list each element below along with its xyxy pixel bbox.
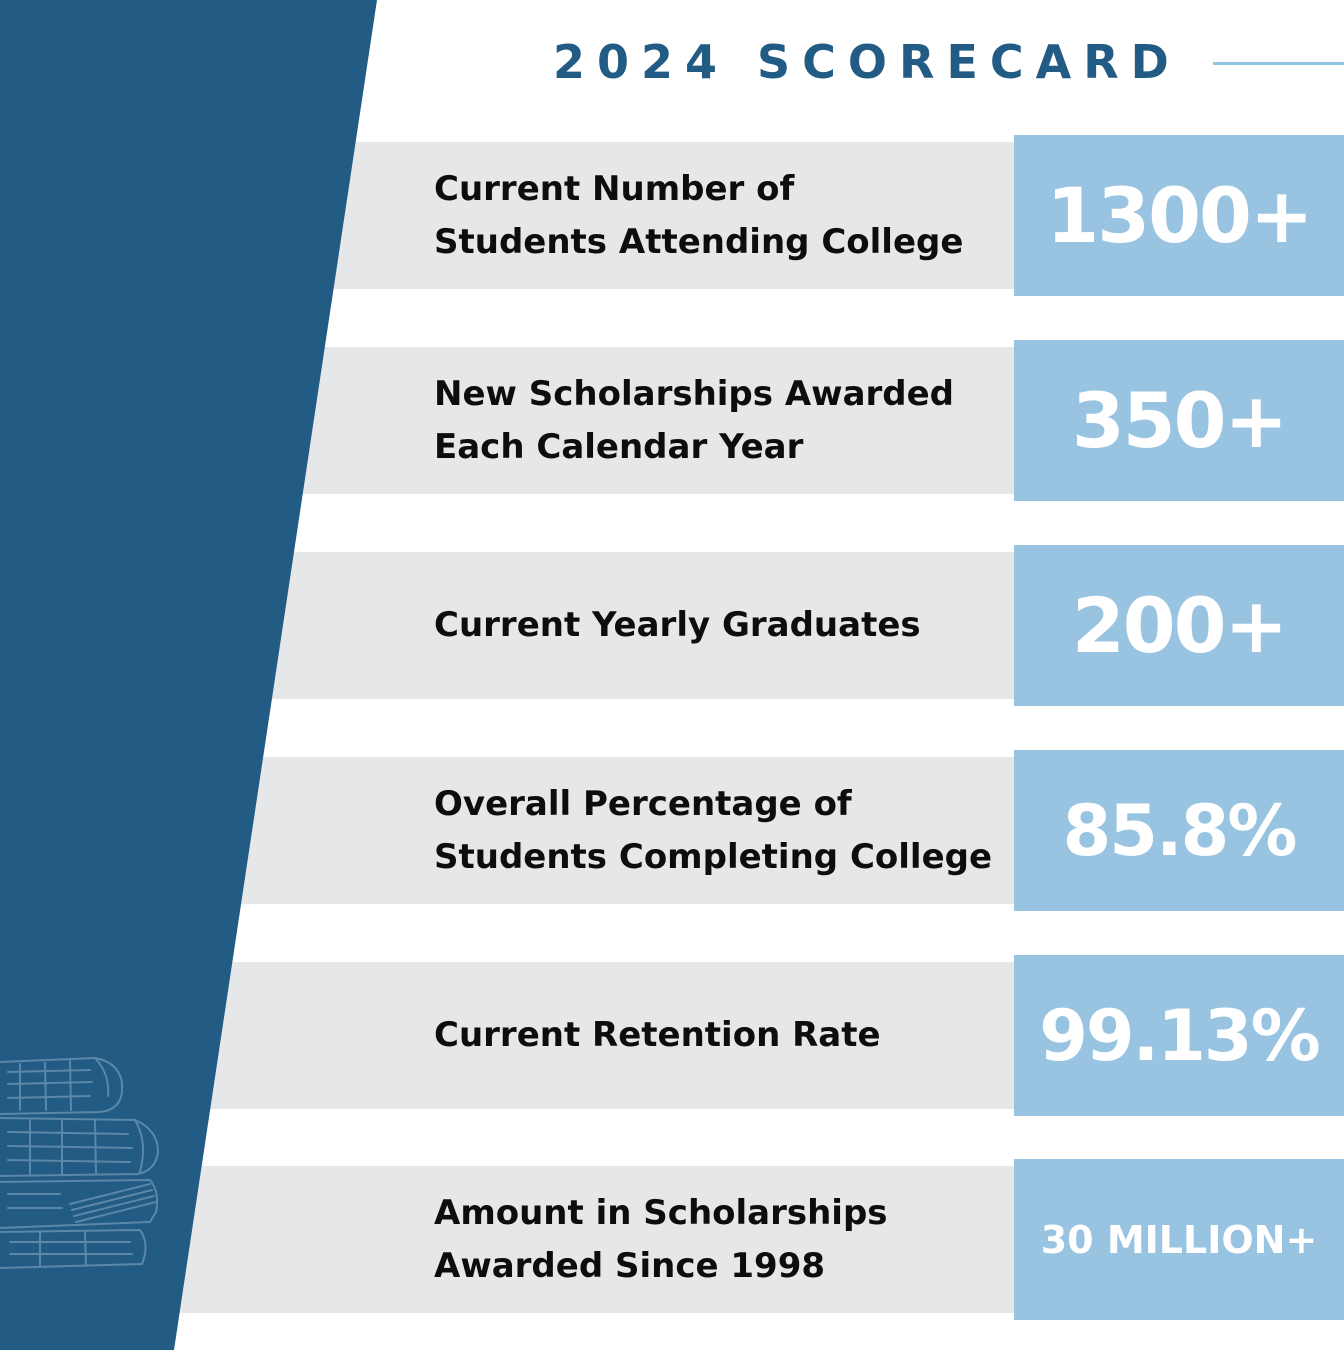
stat-label [434,347,1004,494]
stat-value: 99.13% [1039,994,1319,1077]
stat-value-box [1014,1159,1344,1320]
page-title: 2024 SCORECARD [553,35,1181,89]
book-stack-icon [0,1052,170,1272]
stat-value-box [1014,135,1344,296]
stat-label-text: Overall Percentage of Students Completing College [434,783,993,877]
stat-label [434,757,1004,904]
stat-value-box [1014,340,1344,501]
stat-value-box [1014,545,1344,706]
stat-label-text: Current Yearly Graduates [434,605,921,645]
stat-label-text: Amount in Scholarships Awarded Since 1998 [434,1192,888,1286]
stat-value: 85.8% [1062,789,1296,872]
stat-label [434,552,1004,699]
stat-label [434,1166,1004,1313]
stat-label-text: Current Retention Rate [434,1015,881,1055]
title-rule [1213,62,1344,65]
stat-value-box [1014,955,1344,1116]
stat-value: 1300+ [1046,171,1312,260]
stat-value-box [1014,750,1344,911]
stat-label [434,142,1004,289]
stat-label-text: New Scholarships Awarded Each Calendar Year [434,373,955,467]
stat-value: 350+ [1071,376,1287,465]
stat-value: 30 MILLION+ [1040,1217,1318,1262]
stat-value: 200+ [1071,581,1287,670]
stat-label-text: Current Number of Students Attending College [434,168,964,262]
stat-label [434,962,1004,1109]
